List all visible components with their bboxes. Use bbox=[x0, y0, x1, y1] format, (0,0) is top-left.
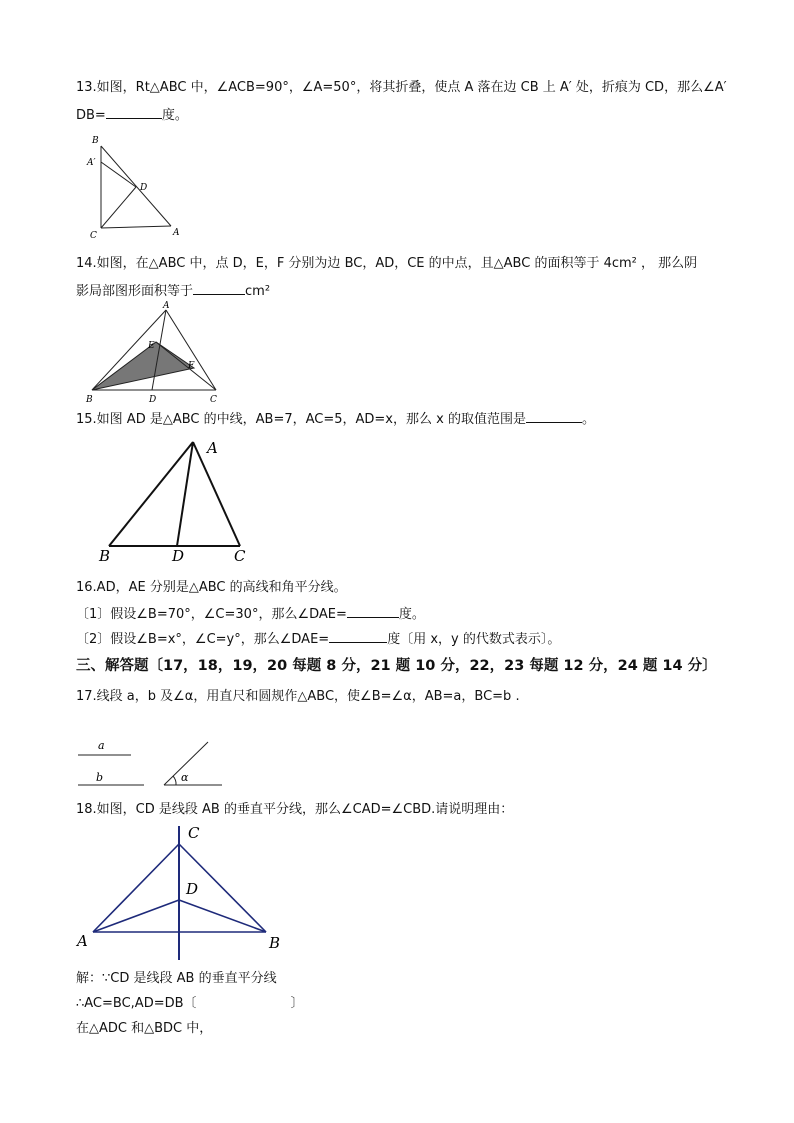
q15-figure bbox=[95, 436, 265, 566]
q18-label-b: B bbox=[269, 934, 281, 952]
q14-label-f: F bbox=[188, 361, 195, 371]
q16-part1 bbox=[76, 605, 425, 623]
q15-answer-blank[interactable] bbox=[526, 410, 582, 423]
q13-label-b: B bbox=[92, 136, 99, 146]
q14-label-a: A bbox=[163, 301, 170, 311]
q18-solution-line3: 在△ADC 和△BDC 中， bbox=[76, 1021, 213, 1036]
q18-solution-line2 bbox=[76, 996, 304, 1012]
q15-label-c: C bbox=[234, 547, 246, 565]
q14-suffix: cm² bbox=[245, 284, 271, 299]
q13-label-d: D bbox=[140, 183, 148, 193]
q14-line2 bbox=[76, 282, 270, 300]
q14-label-b: B bbox=[86, 395, 93, 405]
q17-figure bbox=[76, 736, 236, 792]
q18-label-c: C bbox=[188, 824, 200, 842]
q13-label-a: A bbox=[173, 228, 180, 238]
q13-label-c: C bbox=[90, 231, 97, 241]
q14-label-d: D bbox=[149, 395, 157, 405]
q16-part2 bbox=[76, 630, 560, 648]
section-3-heading: 三、解答题〔17，18，19，20 每题 8 分，21 题 10 分，22，23 每题 12 分，24 题 14 分〕 bbox=[76, 658, 717, 674]
q13-prefix: DB= bbox=[76, 108, 106, 123]
q13-line2 bbox=[76, 106, 188, 124]
q13-answer-blank[interactable] bbox=[106, 106, 162, 119]
q13-figure bbox=[84, 132, 194, 242]
q16-p1-prefix: 〔1〕假设∠B=70°，∠C=30°，那么∠DAE= bbox=[76, 607, 347, 622]
q16-line1: 16.AD，AE 分别是△ABC 的高线和角平分线。 bbox=[76, 580, 347, 595]
q18-sol2-prefix: ∴AC=BC,AD=DB〔 bbox=[76, 996, 197, 1011]
q18-line1: 18.如图，CD 是线段 AB 的垂直平分线，那么∠CAD=∠CBD.请说明理由： bbox=[76, 802, 514, 817]
q16-p2-prefix: 〔2〕假设∠B=x°，∠C=y°，那么∠DAE= bbox=[76, 632, 330, 647]
q18-label-d: D bbox=[186, 880, 199, 898]
q14-label-c: C bbox=[210, 395, 217, 405]
q16-p2-suffix: 度〔用 x，y 的代数式表示〕。 bbox=[387, 632, 561, 647]
q18-label-a: A bbox=[77, 932, 88, 950]
q18-solution-line1: 解：∵CD 是线段 AB 的垂直平分线 bbox=[76, 971, 277, 986]
q15-label-d: D bbox=[172, 547, 185, 565]
q16-p1-answer-blank[interactable] bbox=[347, 605, 399, 618]
q14-prefix: 影局部图形面积等于 bbox=[76, 284, 194, 299]
q18-figure bbox=[76, 822, 296, 962]
q14-line1: 14.如图，在△ABC 中，点 D，E，F 分别为边 BC，AD，CE 的中点，且△ABC 的面积等于 4cm² ， 那么阴 bbox=[76, 256, 698, 271]
q15-suffix: 。 bbox=[581, 412, 595, 427]
q18-sol2-suffix: 〕 bbox=[290, 996, 304, 1011]
q17-line1: 17.线段 a，b 及∠α，用直尺和圆规作△ABC，使∠B=∠α，AB=a，BC=b . bbox=[76, 689, 520, 704]
q15-label-b: B bbox=[99, 547, 111, 565]
q17-label-a: a bbox=[98, 739, 105, 752]
q13-line1: 13.如图，Rt△ABC 中，∠ACB=90°，∠A=50°，将其折叠，使点 A 落在边 CB 上 A′ 处，折痕为 CD，那么∠A′ bbox=[76, 80, 727, 95]
q17-label-b: b bbox=[96, 771, 104, 784]
q14-figure bbox=[84, 300, 224, 408]
q17-label-alpha: α bbox=[181, 771, 189, 784]
q16-p2-answer-blank[interactable] bbox=[329, 630, 387, 643]
q13-suffix: 度。 bbox=[161, 108, 188, 123]
q14-label-e: E bbox=[148, 341, 155, 351]
q15-line1 bbox=[76, 410, 595, 428]
q16-p1-suffix: 度。 bbox=[398, 607, 425, 622]
q14-answer-blank[interactable] bbox=[193, 282, 245, 295]
q15-label-a: A bbox=[207, 439, 218, 457]
q15-prefix: 15.如图 AD 是△ABC 的中线，AB=7，AC=5，AD=x，那么 x 的取值范围是 bbox=[76, 412, 526, 427]
q13-label-aprime: A′ bbox=[87, 158, 96, 168]
